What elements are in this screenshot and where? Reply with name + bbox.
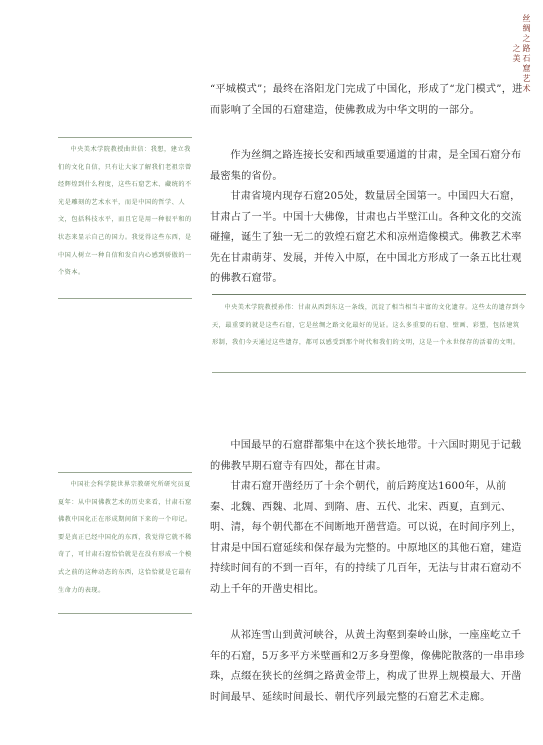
body-block-4 [210, 626, 526, 708]
quote-left-top [58, 141, 192, 282]
quote-text: 中央美术学院教授曲世信：我想，建立我们的文化自信，只有让大家了解我们老祖宗曾经辉煌到什么程度，这些石窟艺术、藏统的不光是雕刻的艺术水平，而是中国的哲学、人文，包括科技水平，而且它是用一种很平和的状态来显示自己的国力。我觉得这些东西，是中国人树立一种自信和发自内心感到骄傲的一个资本。 [58, 146, 192, 277]
running-title: 丝绸之路石窟艺术之美 [512, 14, 531, 94]
body-block-1 [210, 80, 526, 121]
paragraph: 甘肃省境内现存石窟205处，数量居全国第一。中国四大石窟，甘肃占了一半。中国十大佛像，甘肃也占半壁江山。各种文化的交流碰撞，诞生了独一无二的敦煌石窟艺术和凉州造像模式。佛教艺术率先在甘肃萌芽、发展，并传入中原，在中国北方形成了一条五比壮观的佛教石窟带。 [210, 191, 522, 284]
paragraph: 甘肃石窟开凿经历了十余个朝代，前后跨度达1600年，从前秦、北魏、西魏、北周、到隋、唐、五代、北宋、西夏，直到元、明、清，每个朝代都在不间断地开凿营造。可以说，在时间序列上，甘肃是中国石窟延续和保存最为完整的。中原地区的其他石窟，建造持续时间有的不到一百年，有的持续了几百年，无法与甘肃石窟动不动上千年的开凿史相比。 [210, 481, 522, 595]
divider [58, 298, 192, 299]
divider [58, 137, 192, 138]
quote-center [212, 299, 526, 352]
paragraph: 从祁连雪山到黄河峡谷，从黄土沟壑到秦岭山脉，一座座屹立千年的石窟，5万多平方米壁画和2万多身塑像，像佛陀散落的一串串珍珠，点缀在狭长的丝绸之路黄金带上，构成了世界上规模最大、开凿时间最早、延续时间最长、朝代序列最完整的石窟艺术走廊。 [210, 630, 525, 703]
quote-left-bottom [58, 476, 192, 599]
divider [58, 613, 192, 614]
divider [58, 472, 192, 473]
quote-text: 中央美术学院教授孙伟：甘肃从西到东这一条线，沉淀了相当相当丰富的文化遗存。这些太的遗存到今天，最重要的就是这些石窟，它是丝绸之路文化最好的见证。这么多重要的石窟、壁画、彩塑，包括建筑形制，我们今天通过这些遗存，都可以感受到那个时代和我们的文明，这是一个永世保存的活着的文明。 [212, 304, 526, 347]
body-block-2 [210, 146, 526, 290]
paragraph: “平城模式”；最终在洛阳龙门完成了中国化，形成了“龙门模式”，进而影响了全国的石窟建造，使佛教成为中华文明的一部分。 [210, 84, 523, 116]
body-block-3 [210, 436, 526, 600]
quote-text: 中国社会科学院世界宗教研究所研究员夏夏年：从中国佛教艺术的历史来看，甘肃石窟佛教中国化正在形成期间留下来的一个印记。要是真正已经中国化的东西，我觉得它就不稀奇了，可甘肃石窟恰恰就是在没有形成一个模式之前的这种动态的东西，这恰恰就是它最有生命力的表现。 [58, 481, 192, 594]
paragraph: 作为丝绸之路连接长安和西域重要通道的甘肃，是全国石窟分布最密集的省份。 [210, 150, 522, 182]
paragraph: 中国最早的石窟群都集中在这个狭长地带。十六国时期见于记载的佛教早期石窟寺有四处，都在甘肃。 [210, 440, 522, 472]
divider [212, 294, 526, 295]
divider [212, 372, 526, 373]
